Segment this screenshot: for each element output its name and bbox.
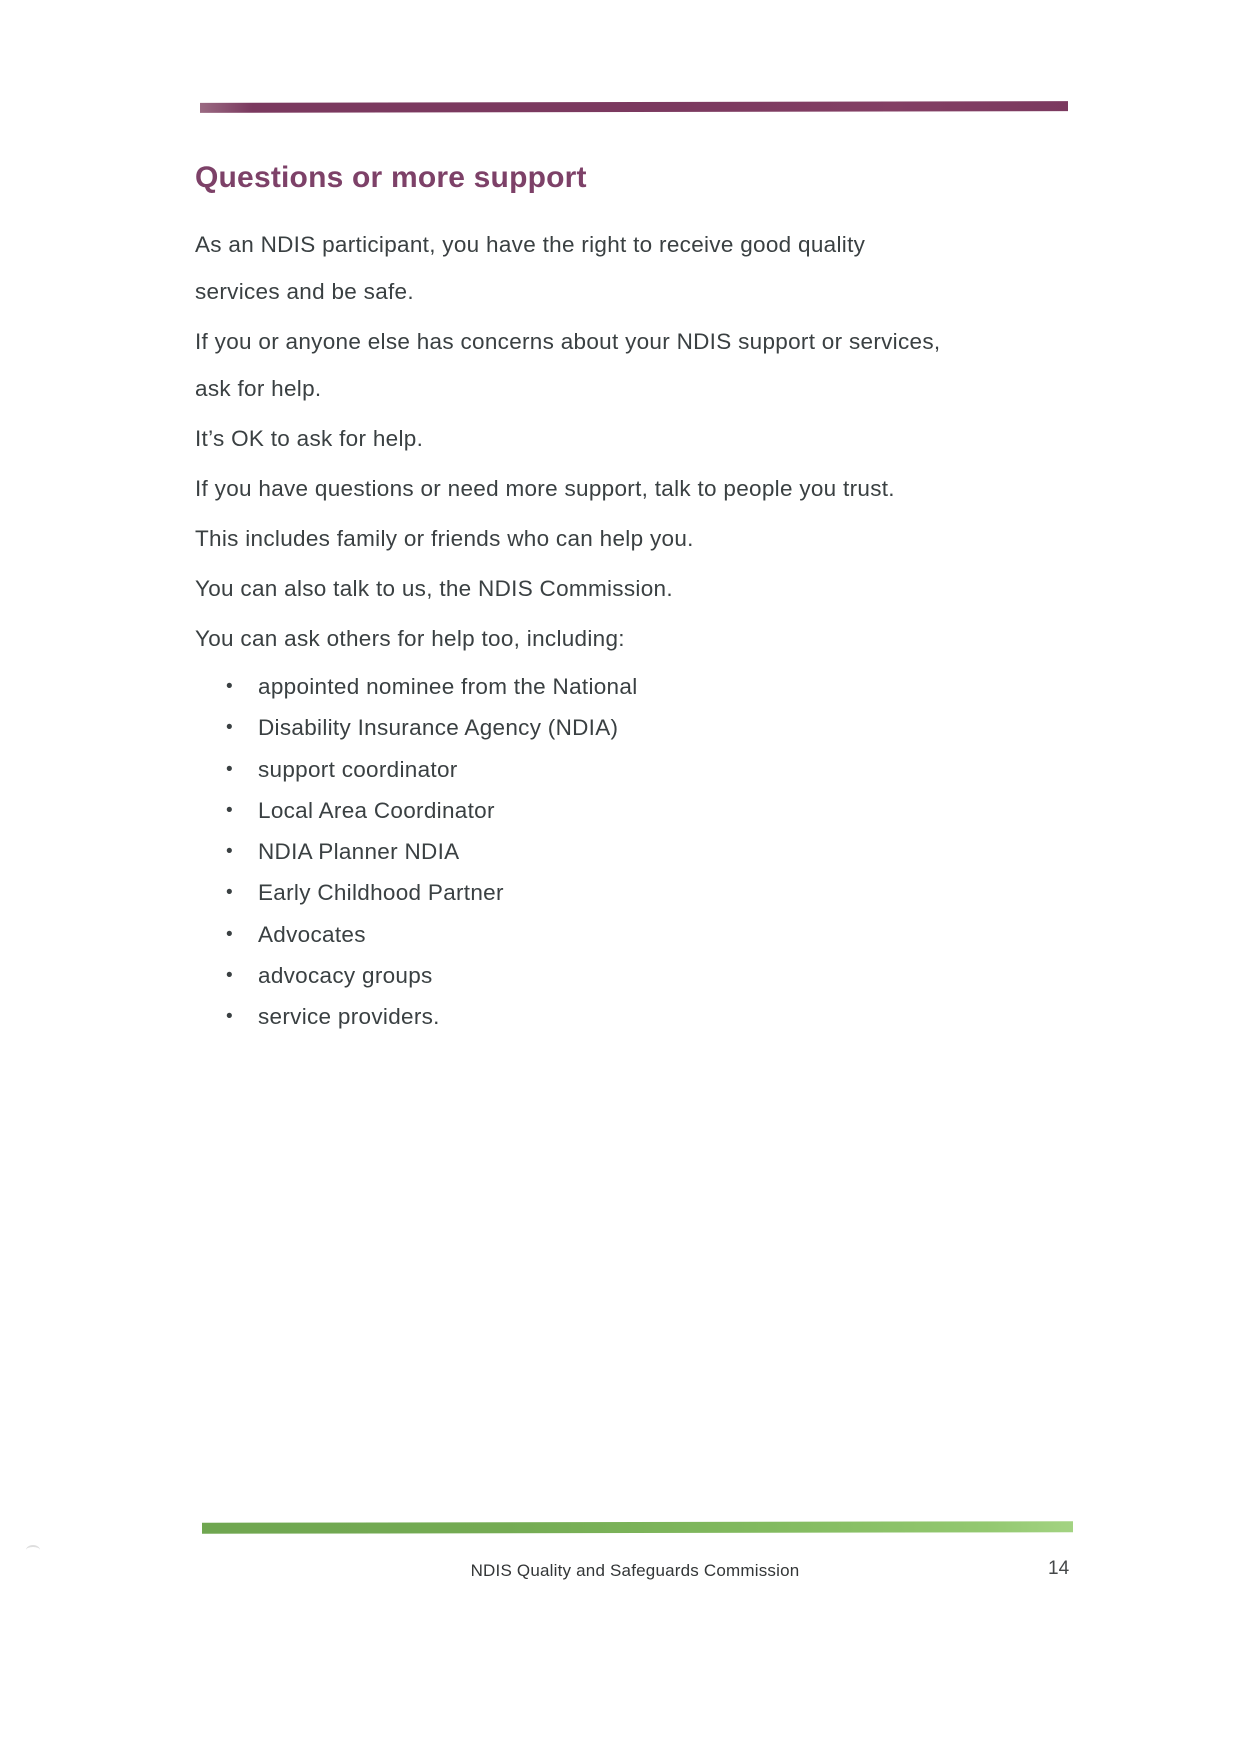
paragraph-line: You can also talk to us, the NDIS Commission. <box>195 576 673 601</box>
bullet-icon: • <box>226 717 233 739</box>
list-item-text: NDIA Planner NDIA <box>258 839 460 865</box>
paragraph-5 <box>195 515 1090 562</box>
paragraph-line: You can ask others for help too, including: <box>195 626 625 651</box>
paragraph-6 <box>195 565 1090 612</box>
list-item-text: Disability Insurance Agency (NDIA) <box>258 715 619 741</box>
paragraph-line: As an NDIS participant, you have the right to receive good quality <box>195 232 866 257</box>
top-divider-rule <box>200 101 1068 113</box>
list-item <box>195 872 1090 913</box>
paragraph-line: If you have questions or need more support, talk to people you trust. <box>195 476 895 501</box>
paragraph-line: It’s OK to ask for help. <box>195 426 424 451</box>
page-content <box>195 160 1090 1038</box>
paragraph-line: ask for help. <box>195 376 322 401</box>
paragraph-line: If you or anyone else has concerns about your NDIS support or services, <box>195 329 941 354</box>
list-item-text: Advocates <box>258 921 366 947</box>
bullet-icon: • <box>226 965 233 987</box>
list-item <box>195 707 1090 748</box>
list-item-text: Local Area Coordinator <box>258 797 495 823</box>
bullet-icon: • <box>226 799 233 821</box>
bullet-icon: • <box>226 676 233 697</box>
list-item-text: support coordinator <box>258 756 458 782</box>
footer-divider-rule <box>202 1521 1073 1534</box>
paragraph-line: This includes family or friends who can help you. <box>195 526 694 551</box>
help-options-list <box>195 666 1090 1038</box>
list-item <box>195 790 1090 831</box>
list-item-text: appointed nominee from the National <box>258 674 638 699</box>
bullet-icon: • <box>226 882 233 904</box>
bullet-icon: • <box>226 923 233 945</box>
list-item <box>195 749 1090 790</box>
bullet-icon: • <box>226 1006 233 1028</box>
list-item-text: advocacy groups <box>258 963 433 989</box>
paragraph-3 <box>195 415 1090 462</box>
list-item-text: Early Childhood Partner <box>258 880 504 906</box>
paragraph-7 <box>195 615 1090 662</box>
scan-artifact <box>26 1545 40 1550</box>
paragraph-4 <box>195 465 1090 512</box>
page-number: 14 <box>1048 1558 1070 1579</box>
list-item <box>195 914 1090 955</box>
paragraph-line: services and be safe. <box>195 279 414 304</box>
list-item <box>195 996 1090 1037</box>
list-item <box>195 831 1090 872</box>
list-item <box>195 666 1090 707</box>
paragraph-1 <box>195 221 1090 315</box>
footer-organisation: NDIS Quality and Safeguards Commission <box>470 1561 800 1580</box>
paragraph-2 <box>195 318 1090 412</box>
bullet-icon: • <box>226 758 233 780</box>
list-item <box>195 955 1090 996</box>
bullet-icon: • <box>226 841 233 863</box>
list-item-text: service providers. <box>258 1004 440 1030</box>
page-title: Questions or more support <box>195 161 587 194</box>
